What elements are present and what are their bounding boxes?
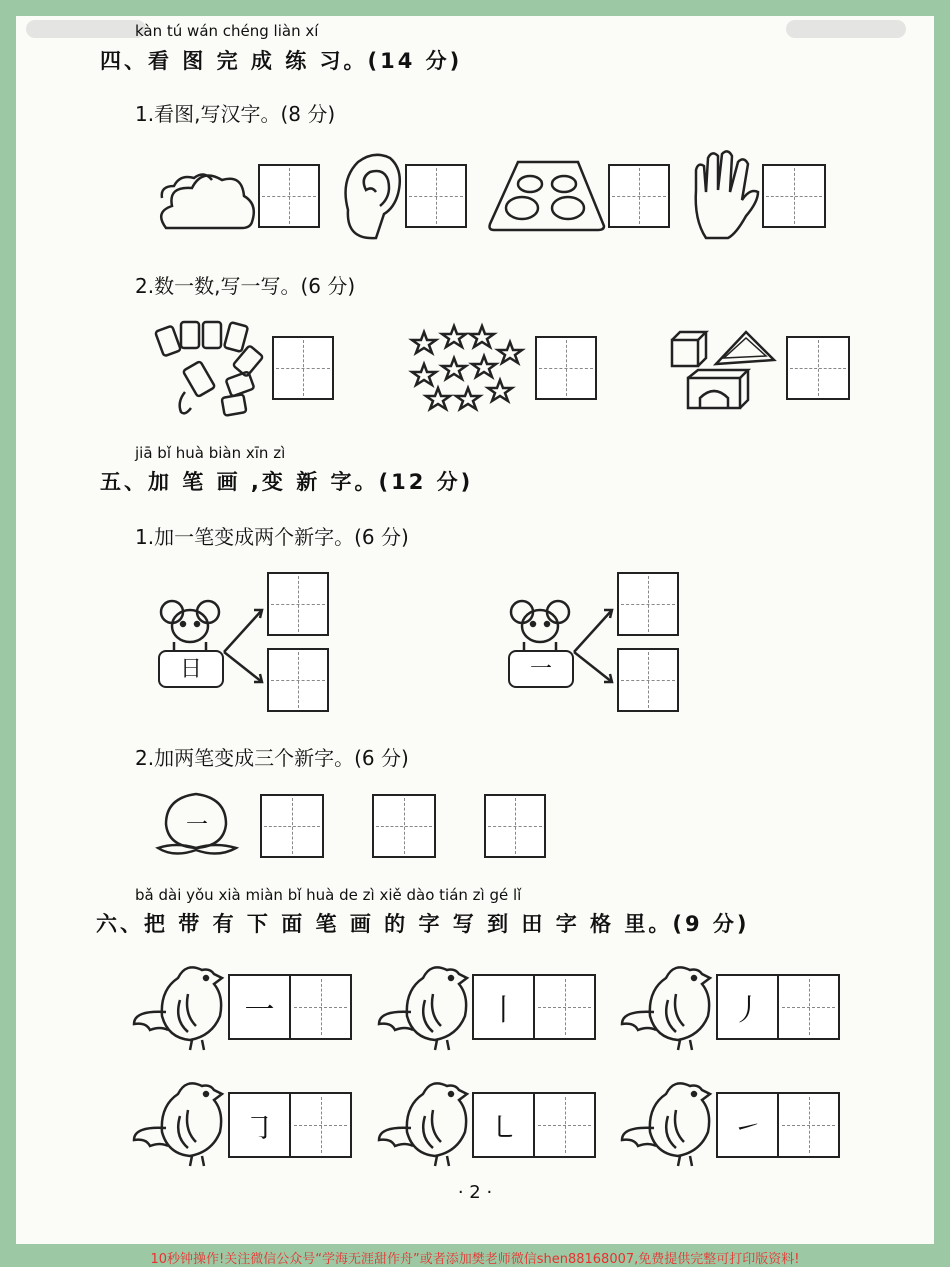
section5-pinyin: jiā bǐ huà biàn xīn zì: [135, 444, 286, 462]
base-char-box: 日: [158, 650, 224, 688]
stroke-char: ㇀: [732, 1111, 763, 1146]
stroke-char: 一: [244, 993, 275, 1028]
writing-box[interactable]: [617, 648, 679, 712]
stroke-grid: [228, 1092, 352, 1158]
hand-icon: [688, 150, 760, 242]
writing-box[interactable]: [267, 648, 329, 712]
section5-title: 五、加 笔 画 ,变 新 字。(12 分): [100, 470, 474, 494]
stroke-grid: [228, 974, 352, 1040]
section6-pinyin: bǎ dài yǒu xià miàn bǐ huà de zì xiě dào tián zì gé lǐ: [135, 886, 522, 904]
writing-cell[interactable]: [535, 976, 594, 1038]
bird-icon: [620, 960, 716, 1052]
ear-icon: [340, 150, 402, 242]
bird-icon: [377, 1076, 473, 1168]
stroke-cell: [474, 1094, 535, 1156]
stroke-cell: [230, 1094, 291, 1156]
stroke-grid: [472, 1092, 596, 1158]
writing-box[interactable]: [608, 164, 670, 228]
stroke-char: ㇆: [244, 1111, 275, 1146]
section6-title: 六、把 带 有 下 面 笔 画 的 字 写 到 田 字 格 里。(9 分): [96, 912, 750, 936]
writing-cell[interactable]: [779, 976, 838, 1038]
binder-tab-left: [26, 20, 146, 38]
toothpaste-group-icon: [155, 318, 265, 418]
stroke-cell: [718, 1094, 779, 1156]
bird-icon: [132, 960, 228, 1052]
stars-group-icon: [410, 322, 522, 412]
mouse-icon: [160, 598, 220, 654]
stroke-grid: [716, 974, 840, 1040]
section5-part1-title: 1.加一笔变成两个新字。(6 分): [135, 525, 409, 549]
writing-box[interactable]: [484, 794, 546, 858]
writing-cell[interactable]: [779, 1094, 838, 1156]
stroke-char: ㇄: [488, 1111, 519, 1146]
stroke-grid: [716, 1092, 840, 1158]
branch-arrows-icon: [222, 604, 268, 684]
stroke-cell: [474, 976, 535, 1038]
writing-box[interactable]: [405, 164, 467, 228]
branch-arrows-icon: [572, 604, 618, 684]
writing-box[interactable]: [260, 794, 324, 858]
cloud-icon: [158, 160, 258, 230]
bird-icon: [132, 1076, 228, 1168]
bird-icon: [377, 960, 473, 1052]
stroke-grid: [472, 974, 596, 1040]
building-blocks-icon: [668, 328, 778, 410]
base-char-box: 一: [508, 650, 574, 688]
writing-cell[interactable]: [291, 1094, 350, 1156]
section5-part2-title: 2.加两笔变成三个新字。(6 分): [135, 746, 409, 770]
writing-box[interactable]: [535, 336, 597, 400]
stroke-cell: [718, 976, 779, 1038]
bird-icon: [620, 1076, 716, 1168]
section4-part1-title: 1.看图,写汉字。(8 分): [135, 102, 336, 126]
writing-box[interactable]: [258, 164, 320, 228]
writing-box[interactable]: [762, 164, 826, 228]
writing-box[interactable]: [267, 572, 329, 636]
shape-plate-icon: [488, 160, 606, 232]
writing-box[interactable]: [786, 336, 850, 400]
stroke-cell: [230, 976, 291, 1038]
writing-box[interactable]: [617, 572, 679, 636]
mouse-icon: [510, 598, 570, 654]
binder-tab-right: [786, 20, 906, 38]
stroke-char: 丨: [488, 993, 519, 1028]
section4-title: 四、看 图 完 成 练 习。(14 分): [100, 49, 463, 73]
footer-promo-text: 10秒钟操作!关注微信公众号“学海无涯甜作舟”或者添加樊老师微信shen88168007,免费提供完整可打印版资料!: [150, 1252, 800, 1267]
section4-pinyin: kàn tú wán chéng liàn xí: [135, 22, 319, 40]
stroke-char: 丿: [732, 993, 763, 1028]
writing-box[interactable]: [272, 336, 334, 400]
writing-cell[interactable]: [535, 1094, 594, 1156]
writing-cell[interactable]: [291, 976, 350, 1038]
peach-char: 一: [185, 813, 208, 838]
page-number: · 2 ·: [457, 1182, 493, 1203]
writing-box[interactable]: [372, 794, 436, 858]
section4-part2-title: 2.数一数,写一写。(6 分): [135, 274, 356, 298]
